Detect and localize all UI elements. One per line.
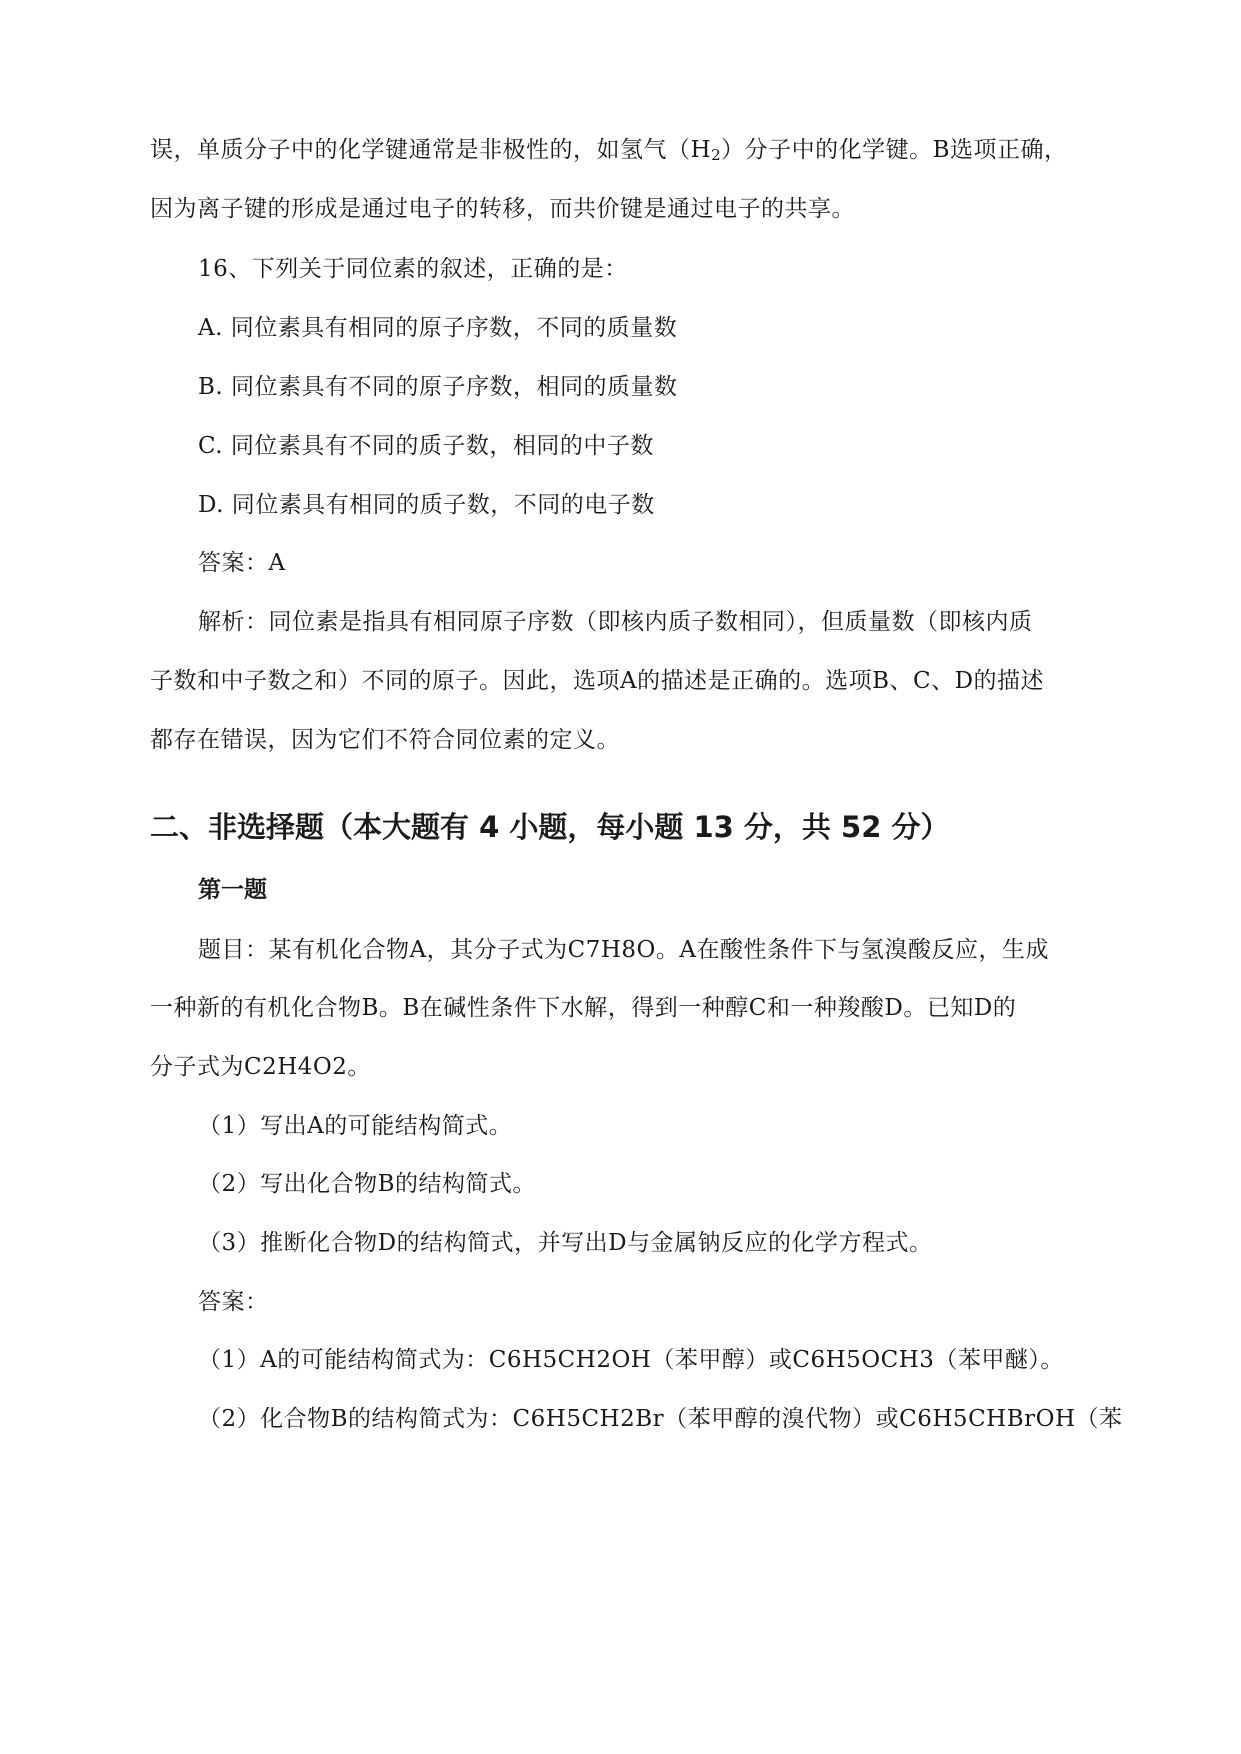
- answer-label: 答案：: [198, 1289, 269, 1315]
- option-d: D. 同位素具有相同的质子数，不同的电子数: [198, 492, 655, 518]
- subscript: 2: [711, 146, 722, 164]
- sub-question: （2）写出化合物B的结构简式。: [198, 1171, 537, 1197]
- question-stem: 一种新的有机化合物B。B在碱性条件下水解，得到一种醇C和一种羧酸D。已知D的: [150, 995, 1017, 1021]
- question-stem: 16、下列关于同位素的叙述，正确的是：: [198, 256, 628, 282]
- question-stem: 分子式为C2H4O2。: [150, 1054, 371, 1080]
- text-line: 因为离子键的形成是通过电子的转移，而共价键是通过电子的共享。: [150, 196, 855, 222]
- analysis-line: 都存在错误，因为它们不符合同位素的定义。: [150, 727, 620, 753]
- analysis-line: 解析：同位素是指具有相同原子序数（即核内质子数相同），但质量数（即核内质: [198, 609, 1033, 635]
- question-title: 第一题: [198, 877, 267, 903]
- section-heading: 二、非选择题（本大题有 4 小题，每小题 13 分，共 52 分）: [150, 810, 950, 844]
- sub-question: （1）写出A的可能结构简式。: [198, 1113, 513, 1139]
- option-c: C. 同位素具有不同的质子数，相同的中子数: [198, 433, 654, 459]
- answer-line: （2）化合物B的结构简式为：C6H5CH2Br（苯甲醇的溴代物）或C6H5CHBrOH（苯: [198, 1406, 1123, 1432]
- question-stem: 题目：某有机化合物A，其分子式为C7H8O。A在酸性条件下与氢溴酸反应，生成: [198, 937, 1049, 963]
- text-segment: 误，单质分子中的化学键通常是非极性的，如氢气（H: [150, 137, 712, 163]
- option-a: A. 同位素具有相同的原子序数，不同的质量数: [198, 315, 678, 341]
- text-line: [150, 134, 1110, 166]
- sub-question: （3）推断化合物D的结构简式，并写出D与金属钠反应的化学方程式。: [198, 1230, 933, 1256]
- answer-line: （1）A的可能结构简式为：C6H5CH2OH（苯甲醇）或C6H5OCH3（苯甲醚）。: [198, 1347, 1064, 1373]
- option-b: B. 同位素具有不同的原子序数，相同的质量数: [198, 374, 678, 400]
- analysis-line: 子数和中子数之和）不同的原子。因此，选项A的描述是正确的。选项B、C、D的描述: [150, 668, 1045, 694]
- answer-line: 答案：A: [198, 550, 286, 576]
- text-segment: ）分子中的化学键。B选项正确，: [721, 137, 1068, 163]
